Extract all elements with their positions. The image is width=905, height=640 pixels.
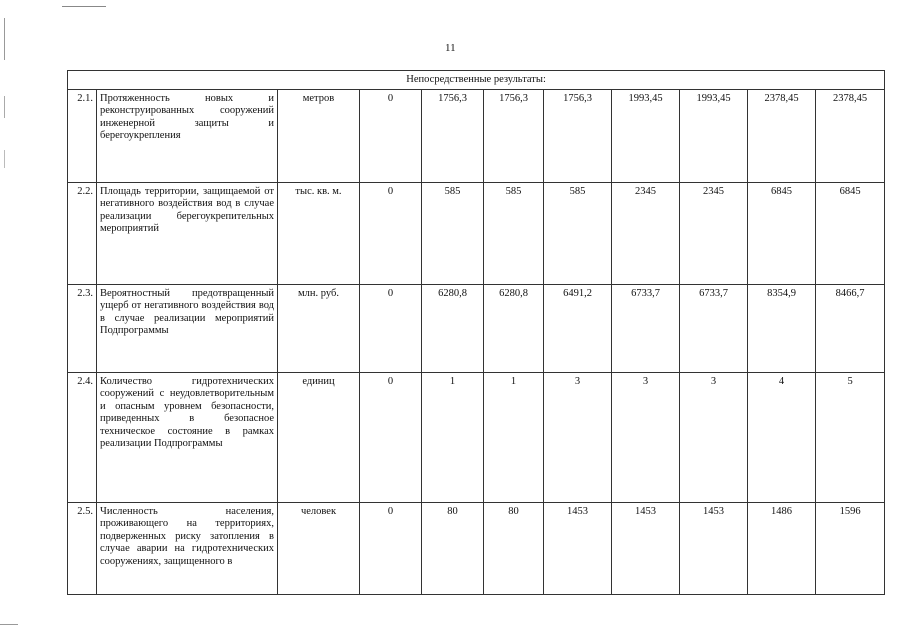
value-cell: 1993,45 [680,89,748,182]
unit-cell: человек [278,502,360,594]
value-cell: 1453 [544,502,612,594]
unit-cell: млн. руб. [278,284,360,372]
value-cell: 0 [360,182,422,284]
row-number: 2.5. [68,502,97,594]
value-cell: 2345 [612,182,680,284]
value-cell: 2378,45 [816,89,885,182]
unit-cell: единиц [278,372,360,502]
value-cell: 585 [544,182,612,284]
value-cell: 80 [484,502,544,594]
value-cell: 80 [422,502,484,594]
value-cell: 1756,3 [544,89,612,182]
value-cell: 0 [360,89,422,182]
value-cell: 6280,8 [484,284,544,372]
row-number: 2.4. [68,372,97,502]
value-cell: 6280,8 [422,284,484,372]
value-cell: 6845 [816,182,885,284]
scan-artifact-line [0,624,18,625]
value-cell: 1486 [748,502,816,594]
value-cell: 0 [360,502,422,594]
section-header: Непосредственные результаты: [68,71,885,90]
page-number: 11 [445,42,456,54]
value-cell: 3 [544,372,612,502]
table-row [68,372,885,502]
unit-cell: метров [278,89,360,182]
value-cell: 1 [484,372,544,502]
value-cell: 1 [422,372,484,502]
scan-artifact-line [4,18,5,60]
value-cell: 1756,3 [484,89,544,182]
scan-artifact-line [4,96,5,118]
value-cell: 1993,45 [612,89,680,182]
value-cell: 0 [360,284,422,372]
value-cell: 585 [422,182,484,284]
indicator-name: Протяженность новых и реконструированных сооружений инженерной защиты и берегоукрепления [97,89,278,182]
table-row [68,502,885,594]
indicator-name: Вероятностный предотвращенный ущерб от негативного воздействия вод в случае реализации мероприятий Подпрограммы [97,284,278,372]
value-cell: 2345 [680,182,748,284]
indicator-name: Численность населения, проживающего на территориях, подверженных риску затопления в случае аварии на гидротехнических сооружениях, защищенного в [97,502,278,594]
value-cell: 8466,7 [816,284,885,372]
value-cell: 3 [680,372,748,502]
value-cell: 3 [612,372,680,502]
row-number: 2.3. [68,284,97,372]
row-number: 2.1. [68,89,97,182]
value-cell: 1596 [816,502,885,594]
row-number: 2.2. [68,182,97,284]
value-cell: 8354,9 [748,284,816,372]
value-cell: 5 [816,372,885,502]
results-table [67,70,885,595]
unit-cell: тыс. кв. м. [278,182,360,284]
indicator-name: Площадь территории, защищаемой от негативного воздействия вод в случае реализации берегоукрепительных мероприятий [97,182,278,284]
section-header-row [68,71,885,90]
value-cell: 1453 [612,502,680,594]
value-cell: 4 [748,372,816,502]
value-cell: 2378,45 [748,89,816,182]
value-cell: 585 [484,182,544,284]
value-cell: 6733,7 [612,284,680,372]
indicator-name: Количество гидротехнических сооружений с неудовлетворительным и опасным уровнем безопасности, приведенных в безопасное техническое состояние в рамках реализации Подпрограммы [97,372,278,502]
table-row [68,284,885,372]
scan-artifact-line [62,6,106,7]
value-cell: 0 [360,372,422,502]
table-row [68,182,885,284]
scan-artifact-line [4,150,5,168]
value-cell: 1453 [680,502,748,594]
value-cell: 6491,2 [544,284,612,372]
table-row [68,89,885,182]
value-cell: 6845 [748,182,816,284]
value-cell: 6733,7 [680,284,748,372]
value-cell: 1756,3 [422,89,484,182]
